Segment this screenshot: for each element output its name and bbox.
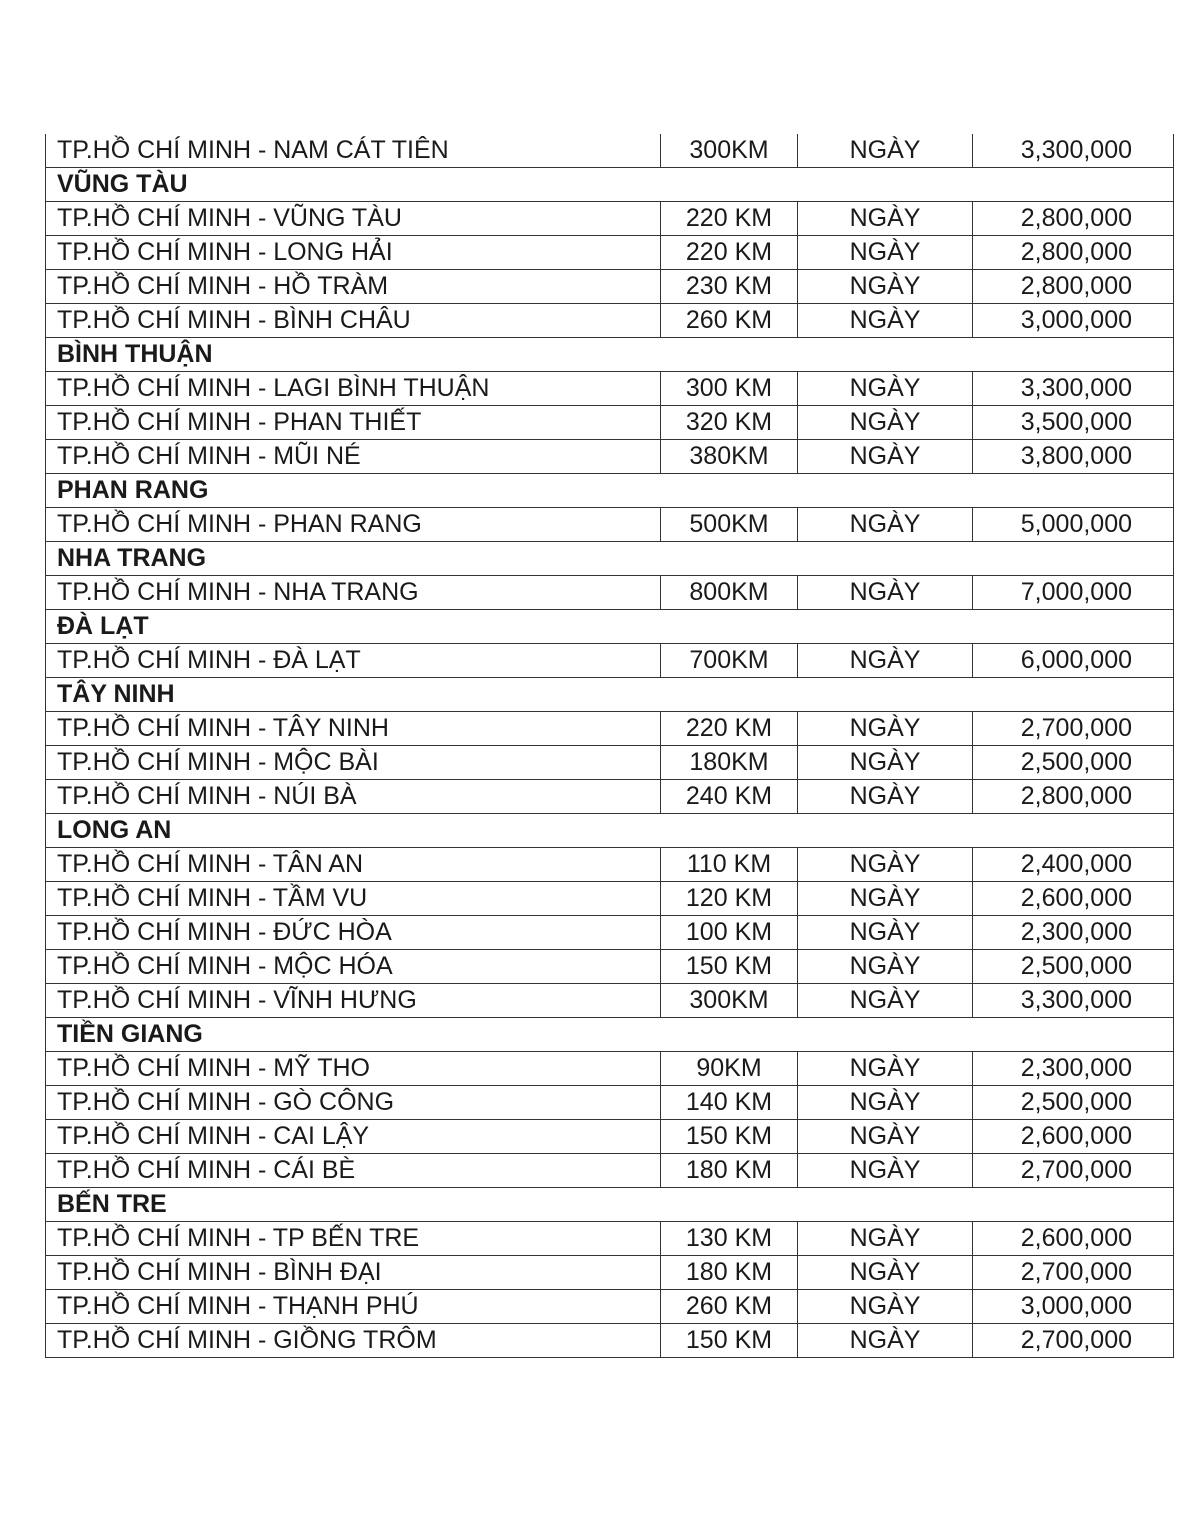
distance-cell: 300KM: [661, 984, 798, 1018]
price-cell: 2,800,000: [973, 270, 1174, 304]
section-header-row: [46, 168, 1174, 202]
section-title: NHA TRANG: [46, 542, 1174, 576]
section-title: BÌNH THUẬN: [46, 338, 1174, 372]
table-row: [46, 644, 1174, 678]
route-cell: TP.HỒ CHÍ MINH - TÂN AN: [46, 848, 661, 882]
section-header-row: [46, 338, 1174, 372]
distance-cell: 100 KM: [661, 916, 798, 950]
price-cell: 2,700,000: [973, 1256, 1174, 1290]
table-row: [46, 202, 1174, 236]
price-cell: 2,400,000: [973, 848, 1174, 882]
distance-cell: 140 KM: [661, 1086, 798, 1120]
route-cell: TP.HỒ CHÍ MINH - GÒ CÔNG: [46, 1086, 661, 1120]
price-cell: 3,800,000: [973, 440, 1174, 474]
section-title: BẾN TRE: [46, 1188, 1174, 1222]
route-cell: TP.HỒ CHÍ MINH - VŨNG TÀU: [46, 202, 661, 236]
unit-cell: NGÀY: [798, 236, 973, 270]
distance-cell: 220 KM: [661, 202, 798, 236]
unit-cell: NGÀY: [798, 984, 973, 1018]
table-row: [46, 712, 1174, 746]
distance-cell: 150 KM: [661, 950, 798, 984]
route-cell: TP.HỒ CHÍ MINH - ĐÀ LẠT: [46, 644, 661, 678]
unit-cell: NGÀY: [798, 746, 973, 780]
distance-cell: 90KM: [661, 1052, 798, 1086]
unit-cell: NGÀY: [798, 1120, 973, 1154]
price-cell: 3,300,000: [973, 372, 1174, 406]
route-cell: TP.HỒ CHÍ MINH - NÚI BÀ: [46, 780, 661, 814]
distance-cell: 300KM: [661, 134, 798, 168]
table-row: [46, 746, 1174, 780]
distance-cell: 180 KM: [661, 1154, 798, 1188]
unit-cell: NGÀY: [798, 1222, 973, 1256]
distance-cell: 180 KM: [661, 1256, 798, 1290]
price-cell: 5,000,000: [973, 508, 1174, 542]
route-cell: TP.HỒ CHÍ MINH - BÌNH CHÂU: [46, 304, 661, 338]
price-cell: 2,700,000: [973, 1324, 1174, 1358]
unit-cell: NGÀY: [798, 304, 973, 338]
route-cell: TP.HỒ CHÍ MINH - MỘC HÓA: [46, 950, 661, 984]
distance-cell: 300 KM: [661, 372, 798, 406]
unit-cell: NGÀY: [798, 950, 973, 984]
price-table: [45, 134, 1174, 1358]
route-cell: TP.HỒ CHÍ MINH - THẠNH PHÚ: [46, 1290, 661, 1324]
table-row: [46, 780, 1174, 814]
route-cell: TP.HỒ CHÍ MINH - PHAN THIẾT: [46, 406, 661, 440]
section-header-row: [46, 1018, 1174, 1052]
price-cell: 2,500,000: [973, 950, 1174, 984]
section-header-row: [46, 474, 1174, 508]
route-cell: TP.HỒ CHÍ MINH - ĐỨC HÒA: [46, 916, 661, 950]
unit-cell: NGÀY: [798, 712, 973, 746]
section-title: PHAN RANG: [46, 474, 1174, 508]
distance-cell: 260 KM: [661, 304, 798, 338]
unit-cell: NGÀY: [798, 1256, 973, 1290]
distance-cell: 130 KM: [661, 1222, 798, 1256]
distance-cell: 180KM: [661, 746, 798, 780]
unit-cell: NGÀY: [798, 848, 973, 882]
section-title: LONG AN: [46, 814, 1174, 848]
table-row: [46, 1154, 1174, 1188]
route-cell: TP.HỒ CHÍ MINH - LAGI BÌNH THUẬN: [46, 372, 661, 406]
route-cell: TP.HỒ CHÍ MINH - PHAN RANG: [46, 508, 661, 542]
price-cell: 2,600,000: [973, 1222, 1174, 1256]
price-cell: 2,800,000: [973, 236, 1174, 270]
table-row: [46, 1086, 1174, 1120]
section-header-row: [46, 814, 1174, 848]
route-cell: TP.HỒ CHÍ MINH - MỘC BÀI: [46, 746, 661, 780]
distance-cell: 220 KM: [661, 712, 798, 746]
distance-cell: 150 KM: [661, 1120, 798, 1154]
table-row: [46, 440, 1174, 474]
unit-cell: NGÀY: [798, 916, 973, 950]
price-cell: 2,800,000: [973, 780, 1174, 814]
unit-cell: NGÀY: [798, 372, 973, 406]
route-cell: TP.HỒ CHÍ MINH - BÌNH ĐẠI: [46, 1256, 661, 1290]
distance-cell: 110 KM: [661, 848, 798, 882]
section-title: ĐÀ LẠT: [46, 610, 1174, 644]
route-cell: TP.HỒ CHÍ MINH - LONG HẢI: [46, 236, 661, 270]
unit-cell: NGÀY: [798, 780, 973, 814]
table-row: [46, 882, 1174, 916]
distance-cell: 800KM: [661, 576, 798, 610]
route-cell: TP.HỒ CHÍ MINH - NAM CÁT TIÊN: [46, 134, 661, 168]
price-cell: 2,500,000: [973, 1086, 1174, 1120]
table-row: [46, 1256, 1174, 1290]
price-cell: 3,300,000: [973, 134, 1174, 168]
route-cell: TP.HỒ CHÍ MINH - GIỒNG TRÔM: [46, 1324, 661, 1358]
unit-cell: NGÀY: [798, 270, 973, 304]
table-row: [46, 270, 1174, 304]
section-header-row: [46, 542, 1174, 576]
price-cell: 2,600,000: [973, 1120, 1174, 1154]
section-title: VŨNG TÀU: [46, 168, 1174, 202]
section-header-row: [46, 610, 1174, 644]
route-cell: TP.HỒ CHÍ MINH - TP BẾN TRE: [46, 1222, 661, 1256]
table-row: [46, 1052, 1174, 1086]
unit-cell: NGÀY: [798, 1290, 973, 1324]
table-row: [46, 1324, 1174, 1358]
section-header-row: [46, 678, 1174, 712]
price-cell: 2,300,000: [973, 1052, 1174, 1086]
distance-cell: 380KM: [661, 440, 798, 474]
distance-cell: 220 KM: [661, 236, 798, 270]
unit-cell: NGÀY: [798, 508, 973, 542]
table-row: [46, 236, 1174, 270]
unit-cell: NGÀY: [798, 202, 973, 236]
distance-cell: 320 KM: [661, 406, 798, 440]
unit-cell: NGÀY: [798, 576, 973, 610]
distance-cell: 120 KM: [661, 882, 798, 916]
distance-cell: 150 KM: [661, 1324, 798, 1358]
distance-cell: 230 KM: [661, 270, 798, 304]
price-cell: 3,300,000: [973, 984, 1174, 1018]
table-row: [46, 984, 1174, 1018]
table-row: [46, 134, 1174, 168]
distance-cell: 240 KM: [661, 780, 798, 814]
table-row: [46, 508, 1174, 542]
distance-cell: 700KM: [661, 644, 798, 678]
table-row: [46, 372, 1174, 406]
table-body: [46, 134, 1174, 1358]
distance-cell: 500KM: [661, 508, 798, 542]
price-cell: 6,000,000: [973, 644, 1174, 678]
route-cell: TP.HỒ CHÍ MINH - CÁI BÈ: [46, 1154, 661, 1188]
route-cell: TP.HỒ CHÍ MINH - MŨI NÉ: [46, 440, 661, 474]
price-cell: 2,300,000: [973, 916, 1174, 950]
table-row: [46, 406, 1174, 440]
unit-cell: NGÀY: [798, 1154, 973, 1188]
table-row: [46, 304, 1174, 338]
price-cell: 7,000,000: [973, 576, 1174, 610]
distance-cell: 260 KM: [661, 1290, 798, 1324]
table-row: [46, 1290, 1174, 1324]
price-cell: 2,800,000: [973, 202, 1174, 236]
route-cell: TP.HỒ CHÍ MINH - MỸ THO: [46, 1052, 661, 1086]
section-title: TÂY NINH: [46, 678, 1174, 712]
route-cell: TP.HỒ CHÍ MINH - TẦM VU: [46, 882, 661, 916]
unit-cell: NGÀY: [798, 406, 973, 440]
table-row: [46, 916, 1174, 950]
price-cell: 3,500,000: [973, 406, 1174, 440]
section-title: TIỀN GIANG: [46, 1018, 1174, 1052]
table-row: [46, 1120, 1174, 1154]
route-cell: TP.HỒ CHÍ MINH - CAI LẬY: [46, 1120, 661, 1154]
price-cell: 3,000,000: [973, 304, 1174, 338]
unit-cell: NGÀY: [798, 134, 973, 168]
price-cell: 2,700,000: [973, 1154, 1174, 1188]
price-cell: 3,000,000: [973, 1290, 1174, 1324]
table-row: [46, 950, 1174, 984]
unit-cell: NGÀY: [798, 882, 973, 916]
unit-cell: NGÀY: [798, 440, 973, 474]
route-cell: TP.HỒ CHÍ MINH - NHA TRANG: [46, 576, 661, 610]
route-cell: TP.HỒ CHÍ MINH - TÂY NINH: [46, 712, 661, 746]
route-cell: TP.HỒ CHÍ MINH - VĨNH HƯNG: [46, 984, 661, 1018]
route-cell: TP.HỒ CHÍ MINH - HỒ TRÀM: [46, 270, 661, 304]
table-row: [46, 1222, 1174, 1256]
unit-cell: NGÀY: [798, 1086, 973, 1120]
table-row: [46, 848, 1174, 882]
price-cell: 2,700,000: [973, 712, 1174, 746]
unit-cell: NGÀY: [798, 1324, 973, 1358]
unit-cell: NGÀY: [798, 644, 973, 678]
price-cell: 2,600,000: [973, 882, 1174, 916]
table-row: [46, 576, 1174, 610]
section-header-row: [46, 1188, 1174, 1222]
unit-cell: NGÀY: [798, 1052, 973, 1086]
price-cell: 2,500,000: [973, 746, 1174, 780]
